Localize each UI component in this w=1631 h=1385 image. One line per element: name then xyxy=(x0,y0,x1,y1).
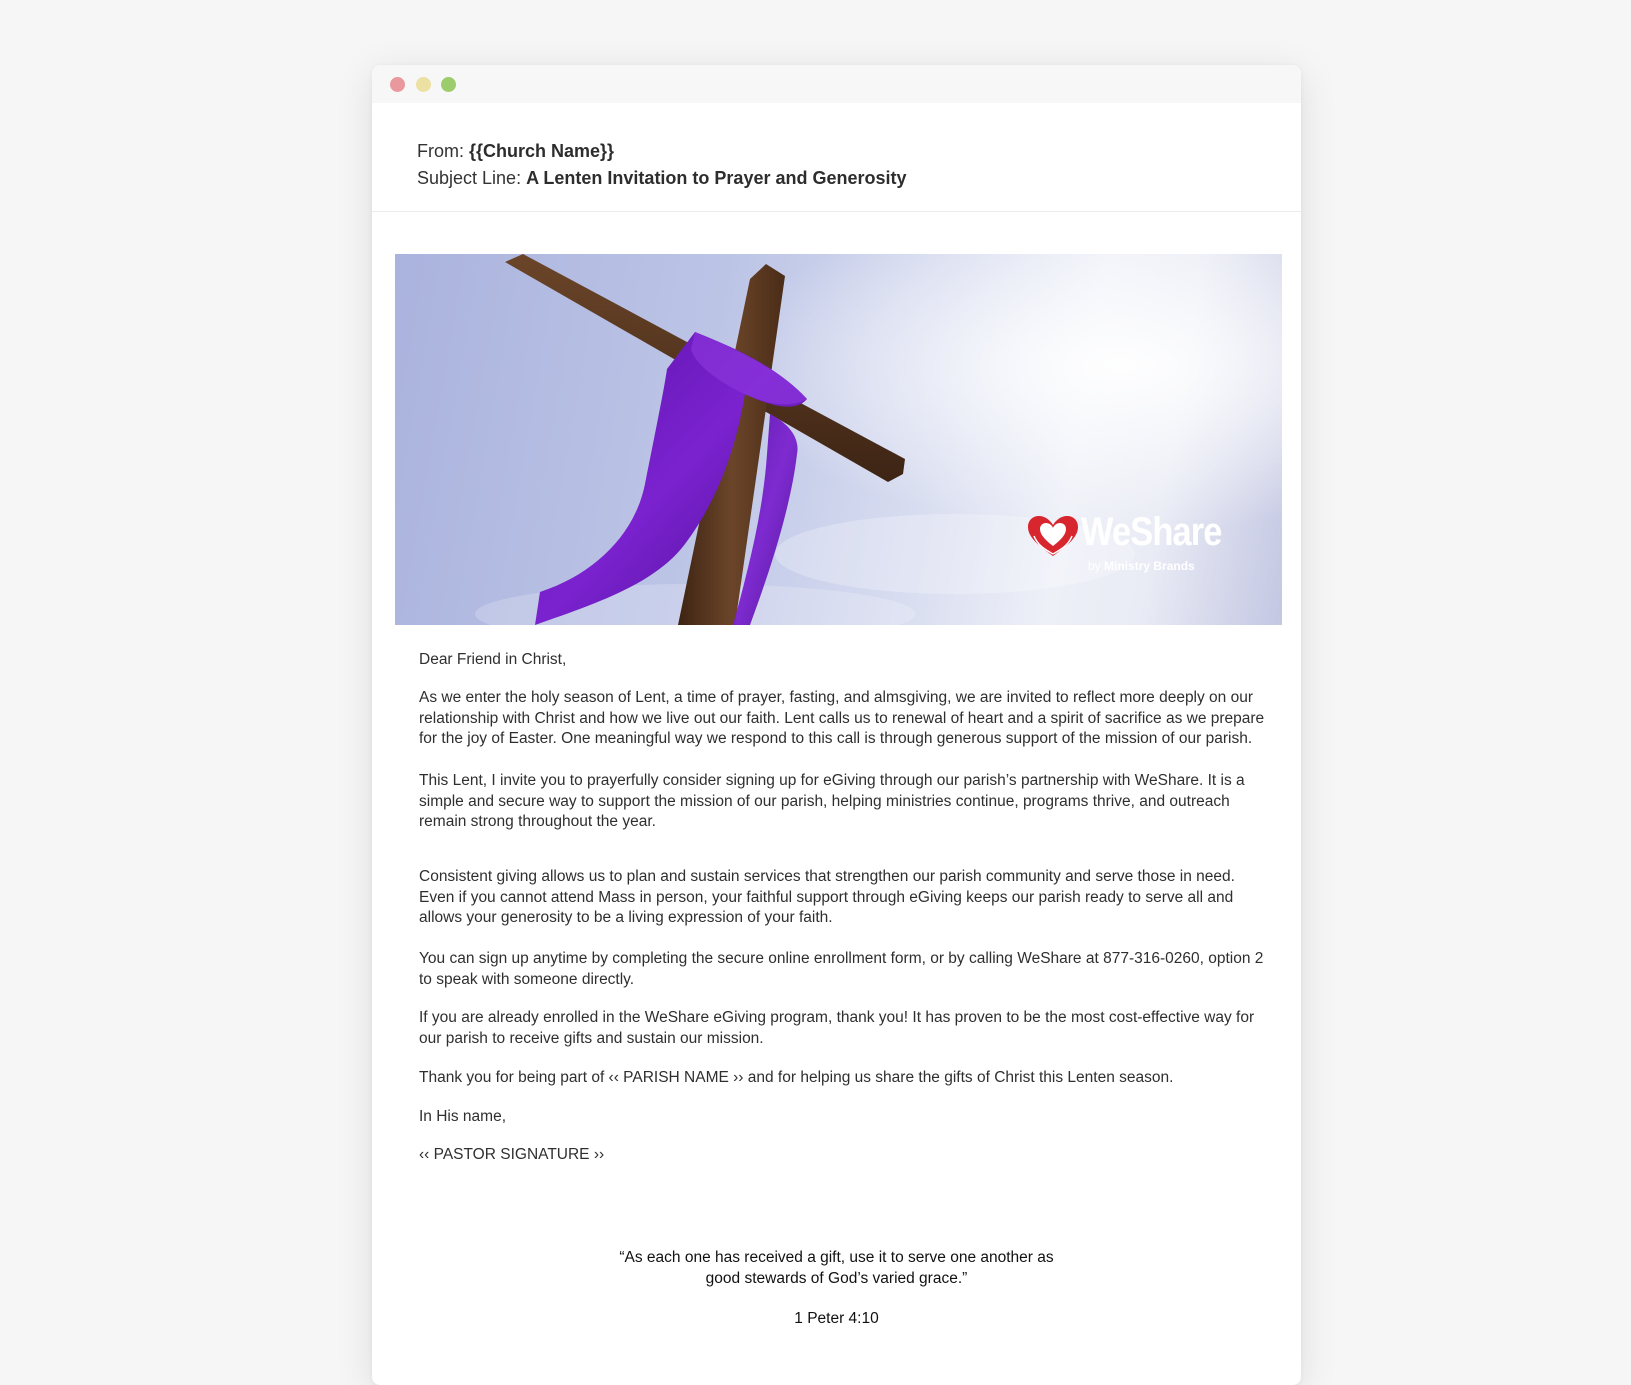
closing-text: In His name, xyxy=(419,1108,507,1125)
paragraph-2-text: This Lent, I invite you to prayerfully consider signing up for eGiving through our parish’s partnership with WeShare. It is a simple and secure way to support the mission of our parish, helping ministries continue, programs thrive, and outreach remain strong throughout the year. xyxy=(419,772,1245,831)
maximize-window-button[interactable] xyxy=(441,77,456,92)
scripture-quote xyxy=(372,1248,1301,1289)
minimize-window-button[interactable] xyxy=(416,77,431,92)
subject-line xyxy=(417,168,907,189)
letter-paragraph-6 xyxy=(419,1068,1269,1089)
from-label: From: xyxy=(417,141,464,161)
scripture-reference xyxy=(372,1309,1301,1330)
subject-value: A Lenten Invitation to Prayer and Generosity xyxy=(526,168,907,188)
logo-wordmark: WeShare xyxy=(1081,510,1222,554)
window-titlebar xyxy=(372,65,1301,103)
paragraph-6-text: Thank you for being part of ‹‹ PARISH NAME ›› and for helping us share the gifts of Christ this Lenten season. xyxy=(419,1069,1174,1086)
hero-image xyxy=(395,254,1282,625)
signature-text: ‹‹ PASTOR SIGNATURE ›› xyxy=(419,1146,605,1163)
quote-text: “As each one has received a gift, use it to serve one another as good stewards of God’s varied grace.” xyxy=(619,1249,1054,1287)
from-value: {{Church Name}} xyxy=(469,141,615,161)
paragraph-4-text: You can sign up anytime by completing the secure online enrollment form, or by calling WeShare at 877-316-0260, option 2 to speak with someone directly. xyxy=(419,950,1264,988)
letter-paragraph-3 xyxy=(419,867,1269,929)
letter-greeting xyxy=(419,650,1269,671)
email-preview-window xyxy=(372,65,1301,1385)
letter-paragraph-5 xyxy=(419,1008,1269,1049)
from-line xyxy=(417,141,614,162)
quote-reference: 1 Peter 4:10 xyxy=(794,1310,879,1327)
heart-hands-icon xyxy=(1026,514,1080,558)
logo-brand-text: Ministry Brands xyxy=(1104,559,1195,573)
logo-by-text: by xyxy=(1088,559,1101,573)
greeting-text: Dear Friend in Christ, xyxy=(419,651,567,668)
letter-paragraph-2 xyxy=(419,771,1269,833)
letter-paragraph-1 xyxy=(419,688,1269,750)
paragraph-5-text: If you are already enrolled in the WeShare eGiving program, thank you! It has proven to be the most cost-effective way for our parish to receive gifts and sustain our mission. xyxy=(419,1009,1255,1047)
subject-label: Subject Line: xyxy=(417,168,522,188)
close-window-button[interactable] xyxy=(390,77,405,92)
weshare-logo xyxy=(1026,510,1226,584)
paragraph-1-text: As we enter the holy season of Lent, a time of prayer, fasting, and almsgiving, we are invited to reflect more deeply on our relationship with Christ and how we live out our faith. Lent calls us to renewal of heart and a spirit of sacrifice as we prepare for the joy of Easter. One meaningful way we respond to this call is through generous support of the mission of our parish. xyxy=(419,689,1265,748)
letter-paragraph-4 xyxy=(419,949,1269,990)
paragraph-3-text: Consistent giving allows us to plan and sustain services that strengthen our parish community and serve those in need. Even if you cannot attend Mass in person, your faithful support through eGiving keeps our parish ready to serve all and allows your generosity to be a living expression of your faith. xyxy=(419,868,1235,927)
logo-byline xyxy=(1088,559,1195,573)
email-header xyxy=(372,103,1301,212)
letter-signature xyxy=(419,1145,1269,1166)
letter-closing xyxy=(419,1107,1269,1128)
